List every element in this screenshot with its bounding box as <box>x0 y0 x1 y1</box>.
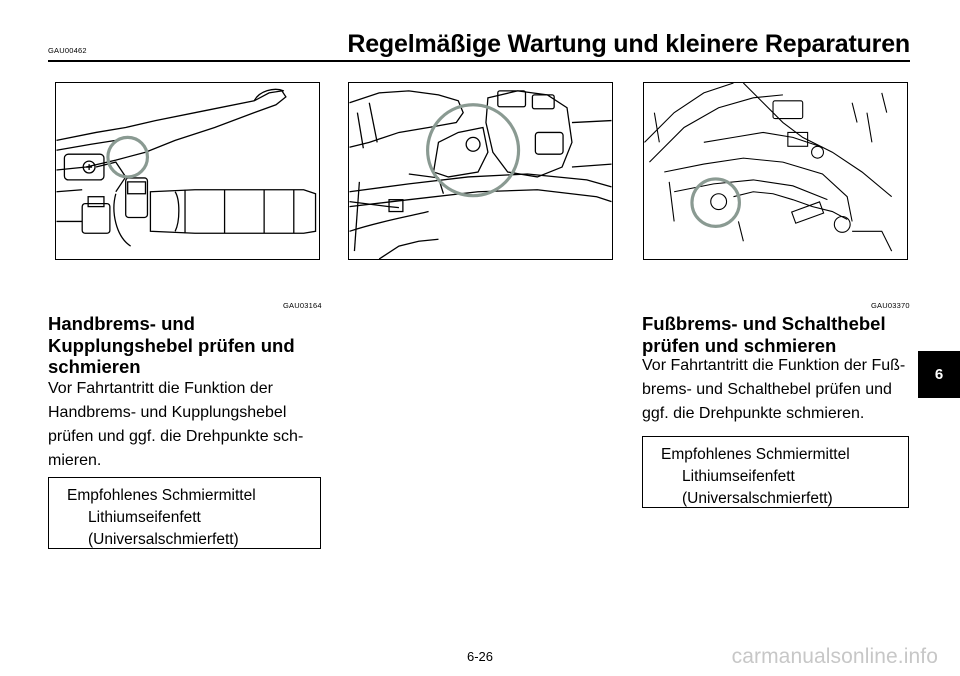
lubricant-box-right <box>642 436 909 508</box>
paragraph-line: prüfen und ggf. die Drehpunkte sch- <box>48 428 304 445</box>
paragraph-line: Vor Fahrtantritt die Funktion der Fuß- <box>642 357 906 374</box>
paragraph-foot-brake-shift <box>642 354 909 426</box>
brake-lever-illustration-icon <box>56 83 319 259</box>
clutch-lever-illustration-icon <box>349 83 612 259</box>
paragraph-line: brems- und Schalthebel prüfen und <box>642 381 892 398</box>
heading-line: schmieren <box>48 356 141 377</box>
chapter-tab: 6 <box>918 351 960 398</box>
paragraph-hand-brake-clutch <box>48 377 321 473</box>
lubricant-type-note: (Universalschmierfett) <box>682 490 833 507</box>
heading-hand-brake-clutch <box>48 313 338 378</box>
lubricant-label: Empfohlenes Schmiermittel <box>661 446 850 463</box>
heading-foot-brake-shift <box>642 313 932 356</box>
figure-brake-lever <box>55 82 320 260</box>
lubricant-box-left <box>48 477 321 549</box>
paragraph-line: ggf. die Drehpunkte schmieren. <box>642 405 865 422</box>
watermark: carmanualsonline.info <box>731 645 938 668</box>
heading-line: Kupplungshebel prüfen und <box>48 334 295 356</box>
figure-foot-pedal <box>643 82 908 260</box>
heading-line: Handbrems- und <box>48 313 195 334</box>
paragraph-line: Handbrems- und Kupplungshebel <box>48 404 287 421</box>
doc-code: GAU00462 <box>48 46 87 55</box>
paragraph-line: Vor Fahrtantritt die Funktion der <box>48 380 273 397</box>
lubricant-label: Empfohlenes Schmiermittel <box>67 487 256 504</box>
page-title: Regelmäßige Wartung und kleinere Reparaturen <box>347 30 910 58</box>
lubricant-type-note: (Universalschmierfett) <box>88 531 239 548</box>
header-rule <box>48 60 910 62</box>
page-number: 6-26 <box>466 649 494 664</box>
heading-line: prüfen und schmieren <box>642 334 837 356</box>
section-code-left: GAU03164 <box>283 301 322 310</box>
figure-clutch-lever <box>348 82 613 260</box>
section-code-right: GAU03370 <box>871 301 910 310</box>
lubricant-type: Lithiumseifenfett <box>88 509 201 526</box>
paragraph-line: mieren. <box>48 452 102 469</box>
heading-line: Fußbrems- und Schalthebel <box>642 313 886 334</box>
lubricant-type: Lithiumseifenfett <box>682 468 795 485</box>
foot-pedal-illustration-icon <box>644 83 907 259</box>
